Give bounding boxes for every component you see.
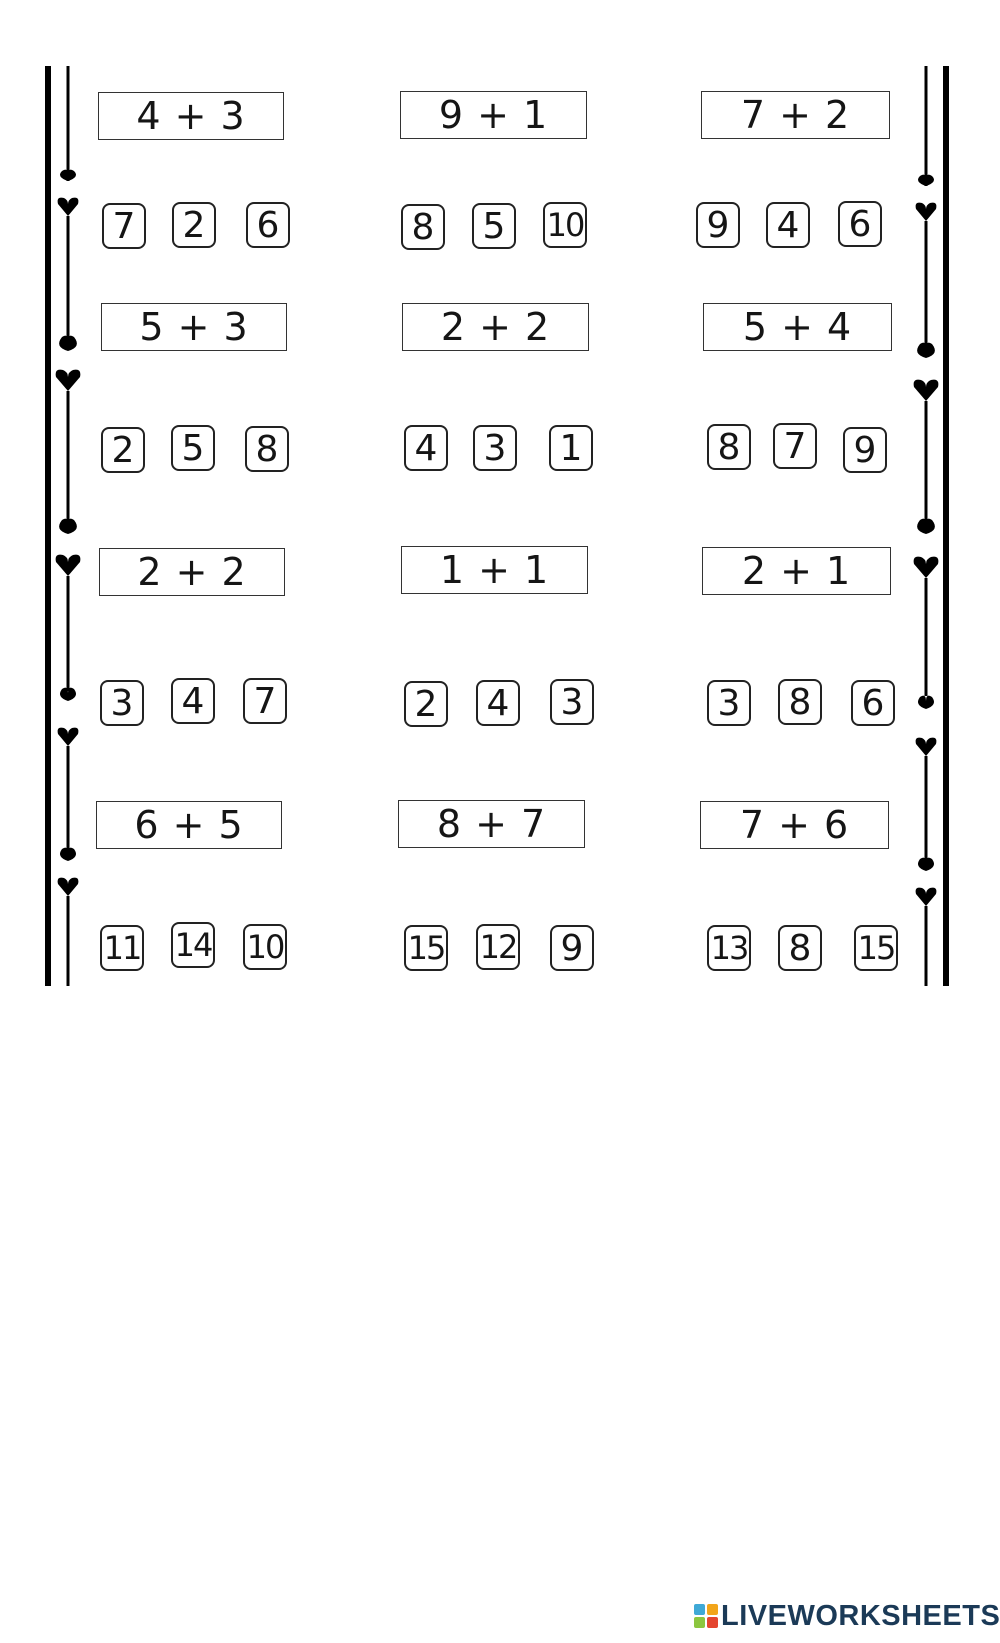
- answer-choice[interactable]: 15: [404, 925, 448, 971]
- answer-choice[interactable]: 2: [101, 427, 145, 473]
- sum-box: 6 + 5: [96, 801, 282, 849]
- answer-choice[interactable]: 4: [476, 680, 520, 726]
- answer-choice[interactable]: 13: [707, 925, 751, 971]
- sum-box: 9 + 1: [400, 91, 587, 139]
- answer-choice[interactable]: 3: [473, 425, 517, 471]
- sum-box: 7 + 6: [700, 801, 889, 849]
- sum-box: 8 + 7: [398, 800, 585, 848]
- brand-name: LIVEWORKSHEETS: [721, 1599, 1000, 1632]
- answer-choice[interactable]: 3: [707, 680, 751, 726]
- answer-choice[interactable]: 8: [778, 925, 822, 971]
- answer-choice[interactable]: 3: [100, 680, 144, 726]
- liveworksheets-logo-icon: [693, 1603, 719, 1629]
- sum-box: 2 + 1: [702, 547, 891, 595]
- answer-choice[interactable]: 7: [243, 678, 287, 724]
- answer-choice[interactable]: 6: [246, 202, 290, 248]
- answer-choice[interactable]: 4: [404, 425, 448, 471]
- answer-choice[interactable]: 1: [549, 425, 593, 471]
- answer-choice[interactable]: 6: [838, 201, 882, 247]
- answer-choice[interactable]: 10: [543, 202, 587, 248]
- sum-box: 2 + 2: [99, 548, 285, 596]
- answer-choice[interactable]: 9: [550, 925, 594, 971]
- answer-choice[interactable]: 6: [851, 680, 895, 726]
- answer-choice[interactable]: 7: [773, 423, 817, 469]
- answer-choice[interactable]: 8: [401, 204, 445, 250]
- sum-box: 4 + 3: [98, 92, 284, 140]
- sum-box: 1 + 1: [401, 546, 588, 594]
- answer-choice[interactable]: 5: [171, 425, 215, 471]
- answer-choice[interactable]: 14: [171, 922, 215, 968]
- answer-choice[interactable]: 4: [766, 202, 810, 248]
- answer-choice[interactable]: 12: [476, 924, 520, 970]
- answer-choice[interactable]: 8: [778, 679, 822, 725]
- answer-choice[interactable]: 9: [843, 427, 887, 473]
- answer-choice[interactable]: 15: [854, 925, 898, 971]
- answer-choice[interactable]: 7: [102, 203, 146, 249]
- liveworksheets-logo: [693, 1600, 1000, 1632]
- answer-choice[interactable]: 10: [243, 924, 287, 970]
- heart-vine-border-icon: [40, 66, 100, 986]
- sum-box: 5 + 3: [101, 303, 287, 351]
- answer-choice[interactable]: 2: [404, 681, 448, 727]
- answer-choice[interactable]: 8: [245, 426, 289, 472]
- answer-choice[interactable]: 4: [171, 678, 215, 724]
- answer-choice[interactable]: 8: [707, 424, 751, 470]
- sum-box: 2 + 2: [402, 303, 589, 351]
- answer-choice[interactable]: 2: [172, 202, 216, 248]
- answer-choice[interactable]: 9: [696, 202, 740, 248]
- answer-choice[interactable]: 11: [100, 925, 144, 971]
- answer-choice[interactable]: 3: [550, 679, 594, 725]
- heart-vine-border-icon: [896, 66, 956, 986]
- answer-choice[interactable]: 5: [472, 203, 516, 249]
- sum-box: 5 + 4: [703, 303, 892, 351]
- sum-box: 7 + 2: [701, 91, 890, 139]
